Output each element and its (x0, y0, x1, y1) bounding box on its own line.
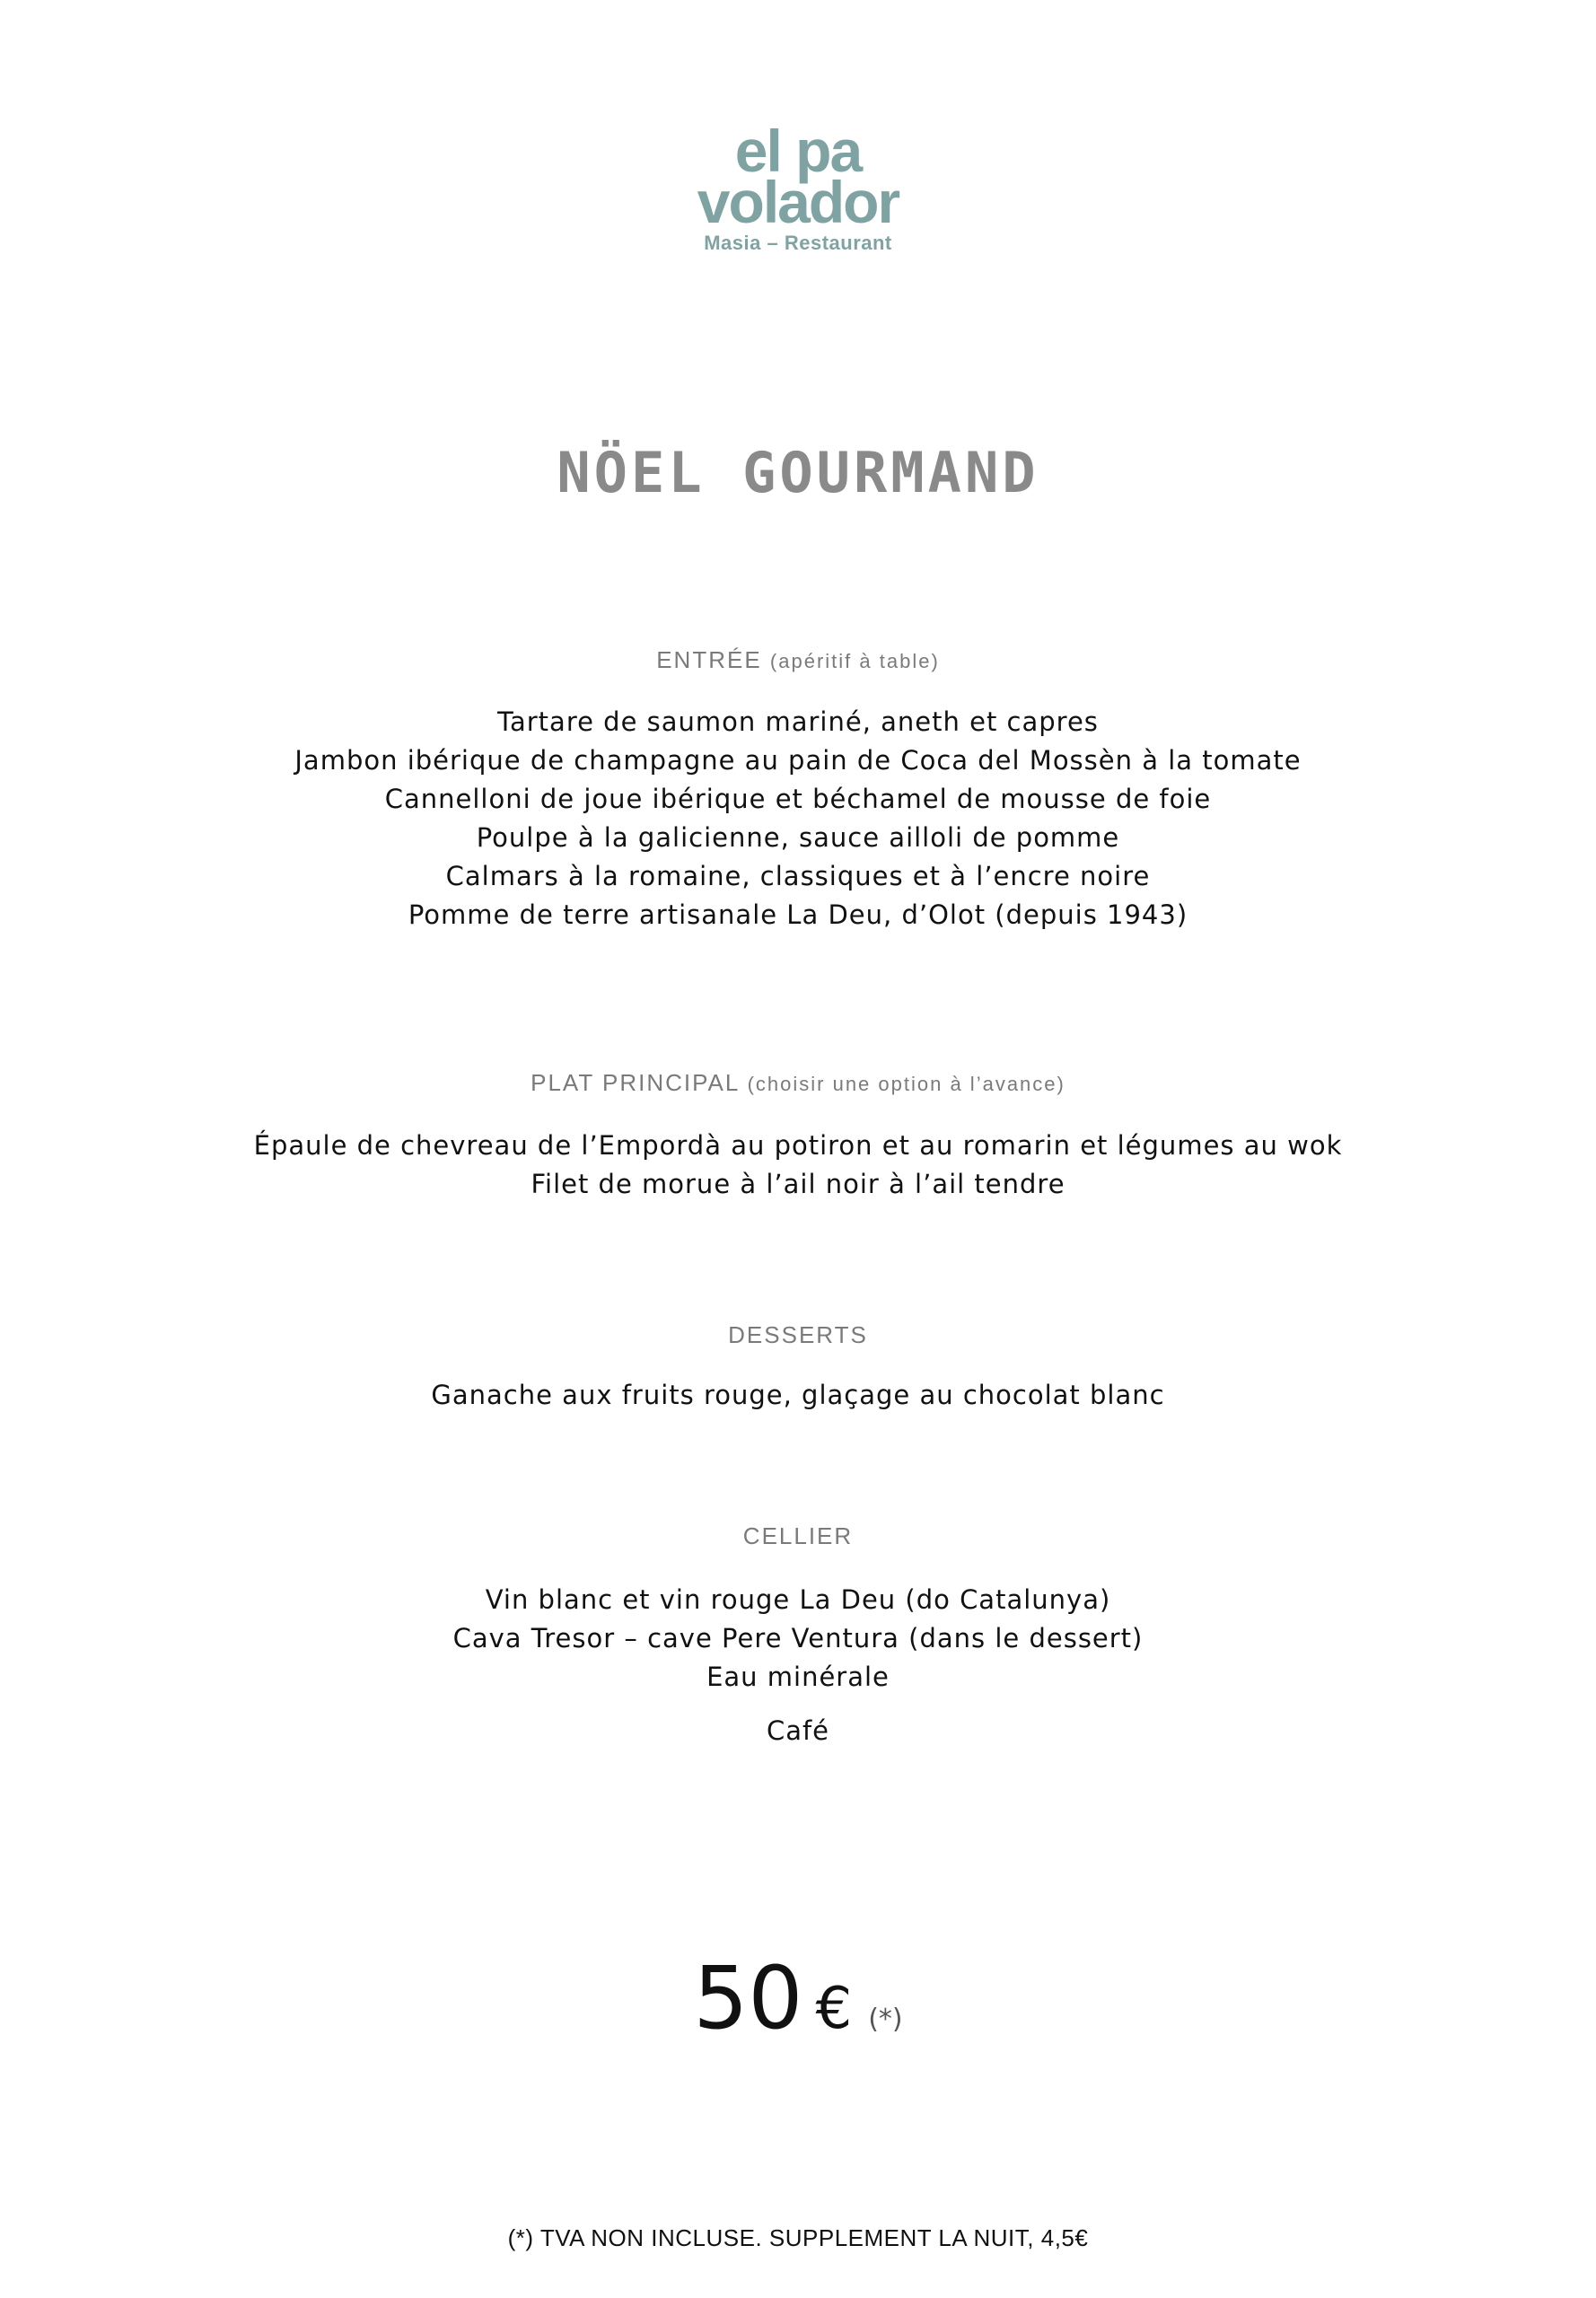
menu-item: Pomme de terre artisanale La Deu, d’Olot (depuis 1943) (408, 899, 1188, 930)
restaurant-logo (0, 118, 1596, 259)
menu-item: Cannelloni de joue ibérique et béchamel de mousse de foie (384, 784, 1212, 814)
menu-price (0, 1948, 1596, 2048)
menu-item: Café (766, 1715, 830, 1746)
menu-item: Poulpe à la galicienne, sauce ailloli de pomme (476, 822, 1120, 853)
section-heading-note: (apéritif à table) (769, 650, 940, 672)
menu-title: NÖEL GOURMAND (557, 440, 1039, 505)
section-heading-label: ENTRÉE (656, 646, 762, 673)
price-amount: 50 (693, 1948, 803, 2048)
menu-item: Cava Tresor – cave Pere Ventura (dans le dessert) (452, 1623, 1144, 1653)
section-heading-cellier (0, 1522, 1596, 1550)
price-currency: € (815, 1976, 853, 2042)
section-items-cellier (0, 1581, 1596, 1750)
section-heading-plat (0, 1069, 1596, 1097)
logo-line-2: volador (697, 169, 899, 235)
menu-item: Filet de morue à l’ail noir à l’ail tendre (531, 1169, 1065, 1199)
menu-item: Tartare de saumon mariné, aneth et capres (497, 706, 1099, 737)
section-heading-label: DESSERTS (728, 1321, 868, 1348)
section-items-entree (0, 703, 1596, 934)
menu-item: Calmars à la romaine, classiques et à l’encre noire (445, 861, 1151, 891)
menu-item: Jambon ibérique de champagne au pain de Coca del Mossèn à la tomate (294, 745, 1302, 776)
section-heading-note: (choisir une option à l’avance) (747, 1073, 1065, 1095)
section-items-desserts (0, 1376, 1596, 1415)
section-heading-entree (0, 646, 1596, 674)
price-footnote-mark: (*) (868, 2004, 903, 2035)
logo-subtitle: Masia – Restaurant (704, 232, 892, 254)
footnote: (*) TVA NON INCLUSE. SUPPLEMENT LA NUIT, 4,5€ (507, 2224, 1089, 2251)
section-items-plat (0, 1127, 1596, 1204)
logo-line-1: el pa (734, 118, 862, 184)
section-heading-desserts (0, 1321, 1596, 1349)
menu-item: Eau minérale (706, 1662, 890, 1692)
menu-item: Ganache aux fruits rouge, glaçage au chocolat blanc (431, 1380, 1165, 1410)
section-heading-label: PLAT PRINCIPAL (531, 1069, 740, 1096)
menu-item: Épaule de chevreau de l’Empordà au potiron et au romarin et légumes au wok (253, 1130, 1343, 1161)
section-heading-label: CELLIER (742, 1522, 854, 1549)
menu-item: Vin blanc et vin rouge La Deu (do Catalunya) (485, 1584, 1111, 1615)
